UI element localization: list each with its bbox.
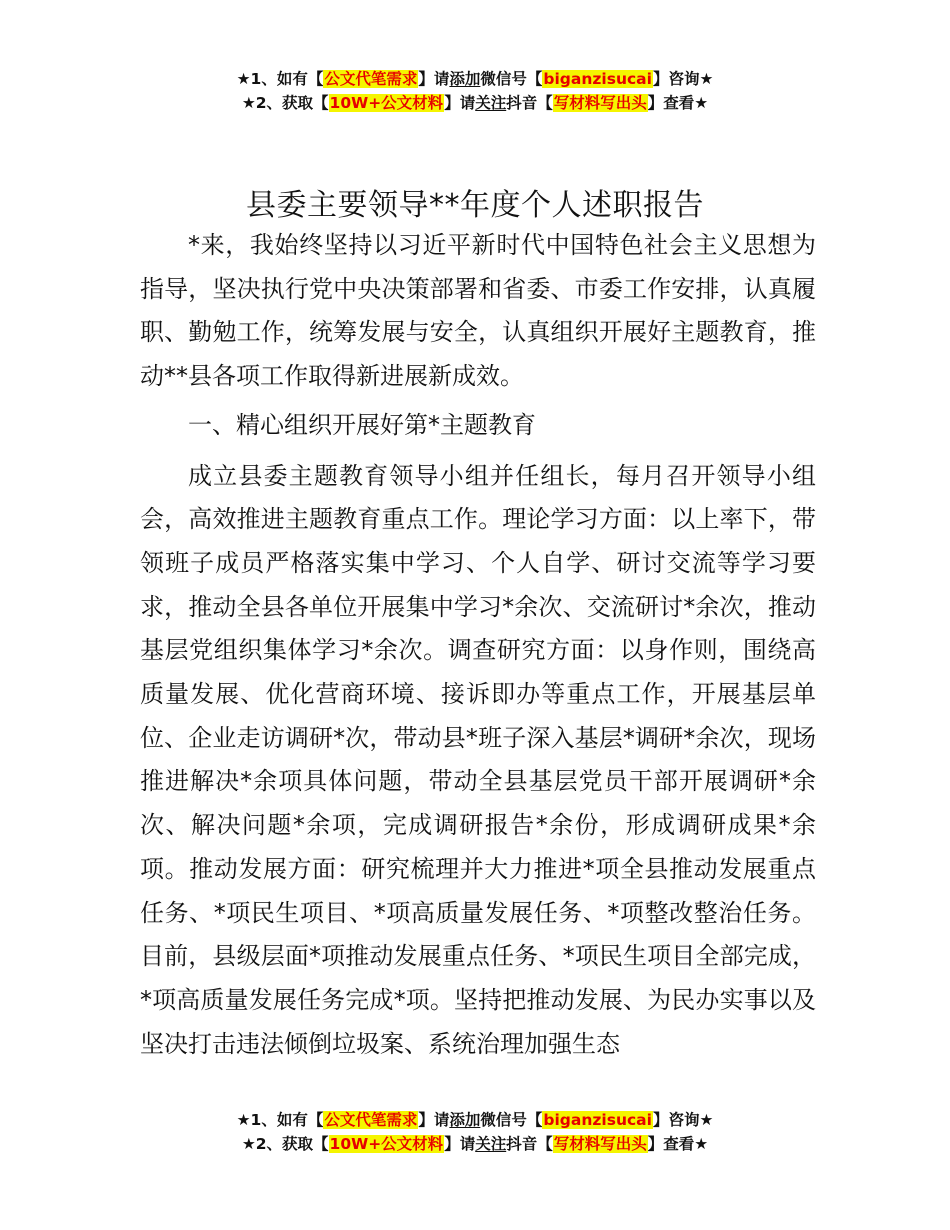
banner-text: 】查看★ (647, 94, 709, 112)
banner-underline: 关注 (475, 94, 507, 112)
banner-text: 】查看★ (647, 1135, 709, 1153)
wechat-id-highlight: biganzisucai (543, 70, 652, 88)
section-heading: 一、精心组织开展好第*主题教育 (188, 410, 536, 439)
banner-text: 微信号【 (480, 1111, 543, 1129)
banner-underline: 关注 (475, 1135, 507, 1153)
banner-text: 抖音【 (506, 94, 553, 112)
banner-highlight: 10W+公文材料 (329, 1135, 444, 1153)
banner-line-1 (0, 67, 950, 91)
section-paragraph: 成立县委主题教育领导小组并任组长，每月召开领导小组会，高效推进主题教育重点工作。理论学习方面：以上率下，带领班子成员严格落实集中学习、个人自学、研讨交流等学习要求，推动全县各单位开展集中学习*余次、交流研讨*余次，推动基层党组织集体学习*余次。调查研究方面：以身作则，围绕高质量发展、优化营商环境、接诉即办等重点工作，开展基层单位、企业走访调研*次，带动县*班子深入基层*调研*余次，现场推进解决*余项具体问题，带动全县基层党员干部开展调研*余次、解决问题*余项，完成调研报告*余份，形成调研成果*余项。推动发展方面：研究梳理并大力推进*项全县推动发展重点任务、*项民生项目、*项高质量发展任务、*项整改整治任务。目前，县级层面*项推动发展重点任务、*项民生项目全部完成，*项高质量发展任务完成*项。坚持把推动发展、为民办实事以及坚决打击违法倾倒垃圾案、系统治理加强生态 (140, 461, 816, 1058)
banner-line-1 (0, 1108, 950, 1132)
douyin-highlight: 写材料写出头 (553, 94, 647, 112)
douyin-highlight: 写材料写出头 (553, 1135, 647, 1153)
banner-text: 】咨询★ (652, 1111, 714, 1129)
banner-text: 微信号【 (480, 70, 543, 88)
banner-text: ★2、获取【 (241, 94, 329, 112)
banner-text: ★1、如有【 (236, 70, 324, 88)
banner-highlight: 公文代笔需求 (324, 70, 418, 88)
document-body (140, 224, 816, 1066)
banner-line-2 (0, 91, 950, 115)
banner-highlight: 公文代笔需求 (324, 1111, 418, 1129)
intro-paragraph: *来，我始终坚持以习近平新时代中国特色社会主义思想为指导，坚决执行党中央决策部署和省委、市委工作安排，认真履职、勤勉工作，统筹发展与安全，认真组织开展好主题教育，推动**县各项工作取得新进展新成效。 (140, 231, 816, 391)
banner-text: ★1、如有【 (236, 1111, 324, 1129)
footer-banner (0, 1108, 950, 1156)
banner-text: 】请 (418, 1111, 450, 1129)
banner-underline: 添加 (449, 70, 481, 88)
banner-underline: 添加 (449, 1111, 481, 1129)
banner-text: 】咨询★ (652, 70, 714, 88)
header-banner (0, 67, 950, 115)
banner-text: 】请 (444, 1135, 476, 1153)
document-title: 县委主要领导**年度个人述职报告 (246, 188, 704, 224)
banner-text: ★2、获取【 (241, 1135, 329, 1153)
banner-text: 抖音【 (506, 1135, 553, 1153)
wechat-id-highlight: biganzisucai (543, 1111, 652, 1129)
banner-text: 】请 (444, 94, 476, 112)
banner-line-2 (0, 1132, 950, 1156)
banner-highlight: 10W+公文材料 (329, 94, 444, 112)
banner-text: 】请 (418, 70, 450, 88)
